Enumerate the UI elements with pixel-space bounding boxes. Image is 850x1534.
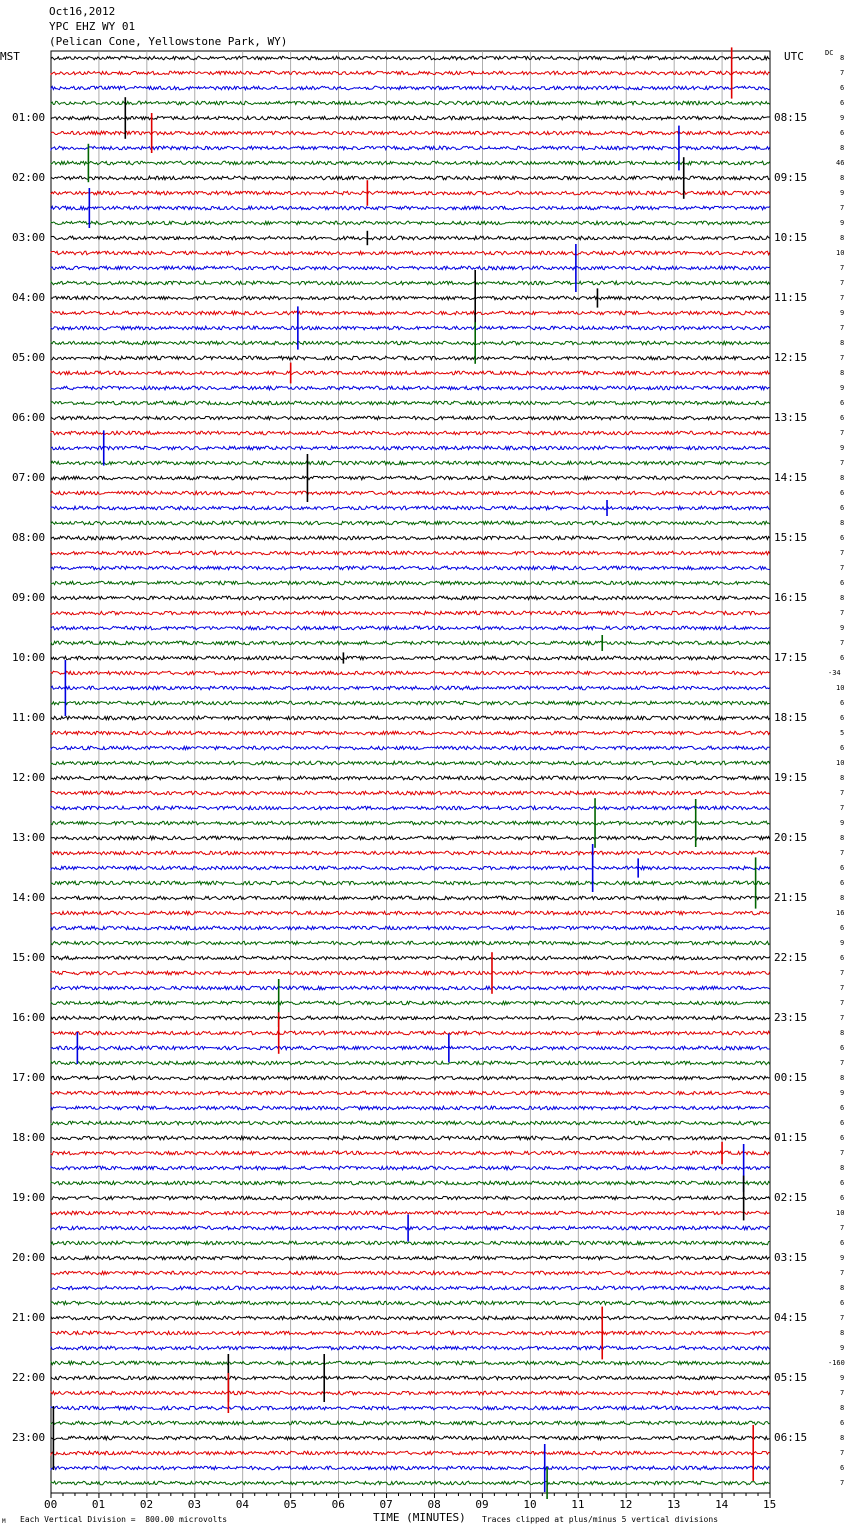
row-dc-value: 16 [836, 909, 845, 917]
row-dc-value: 8 [840, 1329, 845, 1337]
x-tick-label: 09 [475, 1498, 489, 1511]
row-dc-value: 6 [840, 699, 845, 707]
x-tick-label: 12 [619, 1498, 633, 1511]
trace-row [51, 671, 770, 675]
row-dc-value: 7 [840, 999, 845, 1007]
left-hour-label: 18:00 [12, 1131, 46, 1144]
row-dc-value: 8 [840, 1164, 845, 1172]
left-hour-label: 23:00 [12, 1431, 46, 1444]
trace-row [51, 236, 770, 240]
x-tick-label: 02 [139, 1498, 154, 1511]
row-dc-value: 7 [840, 639, 845, 647]
x-tick-label: 14 [715, 1498, 729, 1511]
trace-row [51, 311, 770, 315]
row-dc-value: 7 [840, 324, 845, 332]
trace-row [51, 1241, 770, 1245]
station-code: YPC EHZ WY 01 [49, 20, 136, 33]
trace-row [51, 686, 770, 690]
left-hour-label: 10:00 [12, 651, 46, 664]
trace-row [51, 806, 770, 810]
left-hour-label: 15:00 [12, 951, 46, 964]
trace-row [51, 641, 770, 645]
trace-row [51, 296, 770, 300]
left-hour-label: 22:00 [12, 1371, 46, 1384]
trace-row [51, 1421, 770, 1425]
row-dc-value: 9 [840, 1254, 845, 1262]
corner-mark: M [2, 1518, 6, 1525]
x-tick-label: 00 [44, 1498, 58, 1511]
trace-row [51, 1136, 770, 1140]
trace-row [51, 431, 770, 435]
trace-row [51, 161, 770, 165]
row-dc-value: 7 [840, 1314, 845, 1322]
right-hour-label: 09:15 [774, 171, 808, 184]
left-hour-label: 12:00 [12, 771, 46, 784]
row-dc-value: 8 [840, 474, 845, 482]
right-hour-label: 04:15 [774, 1311, 808, 1324]
trace-row [51, 1151, 770, 1155]
row-dc-value: 6 [840, 414, 845, 422]
trace-row [51, 611, 770, 615]
trace-row [51, 266, 770, 270]
left-hour-label: 03:00 [12, 231, 46, 244]
row-dc-value: 6 [840, 1134, 845, 1142]
trace-row [51, 1226, 770, 1230]
trace-row [51, 761, 770, 765]
trace-row [51, 1196, 770, 1200]
right-hour-label: 11:15 [774, 291, 808, 304]
row-dc-value: 6 [840, 1464, 845, 1472]
row-dc-value: 7 [840, 789, 845, 797]
left-hour-label: 11:00 [12, 711, 46, 724]
left-hour-label: 20:00 [12, 1251, 46, 1264]
trace-row [51, 191, 770, 195]
row-dc-value: 9 [840, 624, 845, 632]
trace-row [51, 701, 770, 705]
trace-row [51, 251, 770, 255]
right-timezone-label: UTC [784, 50, 804, 63]
trace-row [51, 101, 770, 105]
trace-row [51, 1286, 770, 1290]
trace-row [51, 1316, 770, 1320]
left-hour-label: 02:00 [12, 171, 46, 184]
row-dc-value: 8 [840, 174, 845, 182]
row-dc-value: 7 [840, 1014, 845, 1022]
right-hour-label: 01:15 [774, 1131, 808, 1144]
trace-row [51, 971, 770, 975]
trace-row [51, 1481, 770, 1485]
trace-row [51, 746, 770, 750]
trace-row [51, 596, 770, 600]
trace-row [51, 1166, 770, 1170]
row-dc-value: 7 [840, 264, 845, 272]
row-dc-value: 8 [840, 234, 845, 242]
trace-row [51, 1121, 770, 1125]
row-dc-value: 10 [836, 759, 845, 767]
right-hour-label: 18:15 [774, 711, 808, 724]
row-dc-value: 7 [840, 279, 845, 287]
trace-row [51, 476, 770, 480]
trace-row [51, 776, 770, 780]
dc-label: DC [825, 49, 834, 57]
trace-row [51, 1076, 770, 1080]
row-dc-value: 6 [840, 1299, 845, 1307]
row-dc-value: 7 [840, 1269, 845, 1277]
x-tick-label: 08 [427, 1498, 441, 1511]
trace-row [51, 656, 770, 660]
right-hour-label: 12:15 [774, 351, 808, 364]
x-axis-title: TIME (MINUTES) [373, 1511, 466, 1524]
left-hour-label: 01:00 [12, 111, 46, 124]
trace-row [51, 1061, 770, 1065]
row-dc-value: 8 [840, 519, 845, 527]
right-hour-label: 10:15 [774, 231, 808, 244]
trace-row [51, 851, 770, 855]
trace-row [51, 1091, 770, 1095]
trace-row [51, 116, 770, 120]
trace-row [51, 986, 770, 990]
row-dc-value: 7 [840, 429, 845, 437]
trace-row [51, 371, 770, 375]
row-dc-value: -34 [828, 669, 841, 677]
row-dc-value: 7 [840, 609, 845, 617]
row-dc-value: 6 [840, 129, 845, 137]
row-dc-value: 6 [840, 1104, 845, 1112]
trace-row [51, 1376, 770, 1380]
row-dc-value: 7 [840, 549, 845, 557]
row-dc-value: 6 [840, 399, 845, 407]
row-dc-value: 7 [840, 1059, 845, 1067]
row-dc-value: 8 [840, 1404, 845, 1412]
row-dc-value: 6 [840, 879, 845, 887]
row-dc-value: 9 [840, 189, 845, 197]
row-dc-value: 6 [840, 1119, 845, 1127]
left-hour-label: 04:00 [12, 291, 46, 304]
trace-row [51, 521, 770, 525]
x-tick-label: 03 [187, 1498, 202, 1511]
right-hour-label: 00:15 [774, 1071, 808, 1084]
right-hour-label: 15:15 [774, 531, 808, 544]
trace-row [51, 461, 770, 465]
trace-row [51, 1271, 770, 1275]
left-hour-label: 13:00 [12, 831, 46, 844]
row-dc-value: 7 [840, 804, 845, 812]
trace-row [51, 896, 770, 900]
trace-row [51, 1436, 770, 1440]
trace-row [51, 1301, 770, 1305]
right-hour-label: 13:15 [774, 411, 808, 424]
trace-row [51, 1346, 770, 1350]
trace-row [51, 626, 770, 630]
row-dc-value: 8 [840, 594, 845, 602]
row-dc-value: 8 [840, 339, 845, 347]
trace-row [51, 731, 770, 735]
x-tick-label: 11 [571, 1498, 585, 1511]
trace-row [51, 1181, 770, 1185]
x-tick-label: 10 [523, 1498, 537, 1511]
row-dc-value: 10 [836, 684, 845, 692]
trace-row [51, 1046, 770, 1050]
trace-row [51, 581, 770, 585]
trace-row [51, 866, 770, 870]
row-dc-value: 9 [840, 444, 845, 452]
row-dc-value: 8 [840, 1029, 845, 1037]
x-tick-label: 06 [331, 1498, 345, 1511]
trace-row [51, 1001, 770, 1005]
row-dc-value: 7 [840, 564, 845, 572]
row-dc-value: 7 [840, 69, 845, 77]
trace-row [51, 206, 770, 210]
row-dc-value: 9 [840, 939, 845, 947]
trace-row [51, 1361, 770, 1365]
trace-row [51, 56, 770, 60]
trace-row [51, 1031, 770, 1035]
row-dc-value: 6 [840, 1194, 845, 1202]
trace-row [51, 506, 770, 510]
row-dc-value: 8 [840, 774, 845, 782]
row-dc-value: 8 [840, 1284, 845, 1292]
row-dc-value: 9 [840, 1344, 845, 1352]
right-hour-label: 14:15 [774, 471, 808, 484]
left-hour-label: 19:00 [12, 1191, 46, 1204]
trace-row [51, 1211, 770, 1215]
left-hour-label: 09:00 [12, 591, 46, 604]
trace-row [51, 1466, 770, 1470]
row-dc-value: 8 [840, 894, 845, 902]
left-hour-label: 21:00 [12, 1311, 46, 1324]
trace-row [51, 1406, 770, 1410]
trace-row [51, 416, 770, 420]
row-dc-value: 9 [840, 219, 845, 227]
left-hour-label: 16:00 [12, 1011, 46, 1024]
row-dc-value: 7 [840, 1224, 845, 1232]
row-dc-value: 6 [840, 1044, 845, 1052]
record-date: Oct16,2012 [49, 5, 116, 18]
row-dc-value: 8 [840, 1074, 845, 1082]
trace-row [51, 551, 770, 555]
row-dc-value: 7 [840, 204, 845, 212]
trace-row [51, 401, 770, 405]
trace-row [51, 1331, 770, 1335]
row-dc-value: 9 [840, 114, 845, 122]
trace-row [51, 881, 770, 885]
row-dc-value: 6 [840, 84, 845, 92]
row-dc-value: 10 [836, 1209, 845, 1217]
trace-row [51, 131, 770, 135]
x-tick-label: 05 [283, 1498, 297, 1511]
right-hour-label: 05:15 [774, 1371, 808, 1384]
trace-row [51, 146, 770, 150]
right-hour-label: 02:15 [774, 1191, 808, 1204]
trace-row [51, 386, 770, 390]
row-dc-value: 7 [840, 849, 845, 857]
right-hour-label: 16:15 [774, 591, 808, 604]
row-dc-value: 6 [840, 1419, 845, 1427]
row-dc-value: 7 [840, 459, 845, 467]
right-hour-label: 22:15 [774, 951, 808, 964]
row-dc-value: 6 [840, 579, 845, 587]
row-dc-value: 9 [840, 819, 845, 827]
x-tick-label: 01 [91, 1498, 106, 1511]
left-hour-label: 14:00 [12, 891, 46, 904]
row-dc-value: 9 [840, 1089, 845, 1097]
trace-row [51, 341, 770, 345]
right-hour-label: 06:15 [774, 1431, 808, 1444]
clip-note: Traces clipped at plus/minus 5 vertical divisions [482, 1515, 719, 1524]
right-hour-label: 08:15 [774, 111, 808, 124]
right-hour-label: 20:15 [774, 831, 808, 844]
row-dc-value: 6 [840, 1239, 845, 1247]
x-tick-label: 13 [667, 1498, 681, 1511]
trace-row [51, 86, 770, 90]
x-tick-label: 15 [763, 1498, 777, 1511]
left-hour-label: 08:00 [12, 531, 46, 544]
row-dc-value: 9 [840, 309, 845, 317]
right-hour-label: 17:15 [774, 651, 808, 664]
row-dc-value: 9 [840, 1374, 845, 1382]
trace-row [51, 1256, 770, 1260]
scale-note: Each Vertical Division = 800.00 microvolts [20, 1515, 228, 1524]
row-dc-value: 6 [840, 864, 845, 872]
left-hour-label: 07:00 [12, 471, 46, 484]
trace-row [51, 1106, 770, 1110]
trace-row [51, 536, 770, 540]
row-dc-value: 7 [840, 1149, 845, 1157]
right-hour-label: 03:15 [774, 1251, 808, 1264]
trace-row [51, 911, 770, 915]
row-dc-value: 6 [840, 1179, 845, 1187]
trace-row [51, 491, 770, 495]
right-hour-label: 21:15 [774, 891, 808, 904]
trace-row [51, 446, 770, 450]
row-dc-value: 7 [840, 1449, 845, 1457]
row-dc-value: 7 [840, 1479, 845, 1487]
row-dc-value: 7 [840, 354, 845, 362]
row-dc-value: 8 [840, 369, 845, 377]
row-dc-value: 7 [840, 1389, 845, 1397]
trace-row [51, 221, 770, 225]
trace-row [51, 1391, 770, 1395]
row-dc-value: 9 [840, 384, 845, 392]
x-tick-label: 04 [235, 1498, 249, 1511]
trace-row [51, 566, 770, 570]
left-hour-label: 05:00 [12, 351, 46, 364]
row-dc-value: 6 [840, 954, 845, 962]
trace-row [51, 1016, 770, 1020]
row-dc-value: 6 [840, 924, 845, 932]
row-dc-value: 8 [840, 144, 845, 152]
row-dc-value: 6 [840, 534, 845, 542]
trace-row [51, 356, 770, 360]
trace-row [51, 791, 770, 795]
trace-row [51, 1451, 770, 1455]
trace-row [51, 326, 770, 330]
trace-row [51, 821, 770, 825]
trace-row [51, 716, 770, 720]
row-dc-value: 10 [836, 249, 845, 257]
row-dc-value: 8 [840, 1434, 845, 1442]
row-dc-value: 6 [840, 714, 845, 722]
right-hour-label: 19:15 [774, 771, 808, 784]
row-dc-value: 6 [840, 744, 845, 752]
x-tick-label: 07 [379, 1498, 393, 1511]
station-location: (Pelican Cone, Yellowstone Park, WY) [49, 35, 288, 48]
left-hour-label: 06:00 [12, 411, 46, 424]
trace-row [51, 281, 770, 285]
trace-row [51, 836, 770, 840]
trace-row [51, 176, 770, 180]
left-timezone-label: MST [0, 50, 20, 63]
row-dc-value: 6 [840, 489, 845, 497]
row-dc-value: 7 [840, 984, 845, 992]
trace-row [51, 956, 770, 960]
row-dc-value: 6 [840, 504, 845, 512]
row-dc-value: 8 [840, 54, 845, 62]
trace-row [51, 941, 770, 945]
row-dc-value: 6 [840, 654, 845, 662]
right-hour-label: 23:15 [774, 1011, 808, 1024]
row-dc-value: 7 [840, 294, 845, 302]
trace-row [51, 926, 770, 930]
row-dc-value: 6 [840, 99, 845, 107]
row-dc-value: 8 [840, 834, 845, 842]
row-dc-value: 46 [836, 159, 845, 167]
row-dc-value: 5 [840, 729, 845, 737]
left-hour-label: 17:00 [12, 1071, 46, 1084]
trace-row [51, 71, 770, 75]
row-dc-value: -160 [828, 1359, 845, 1367]
row-dc-value: 7 [840, 969, 845, 977]
